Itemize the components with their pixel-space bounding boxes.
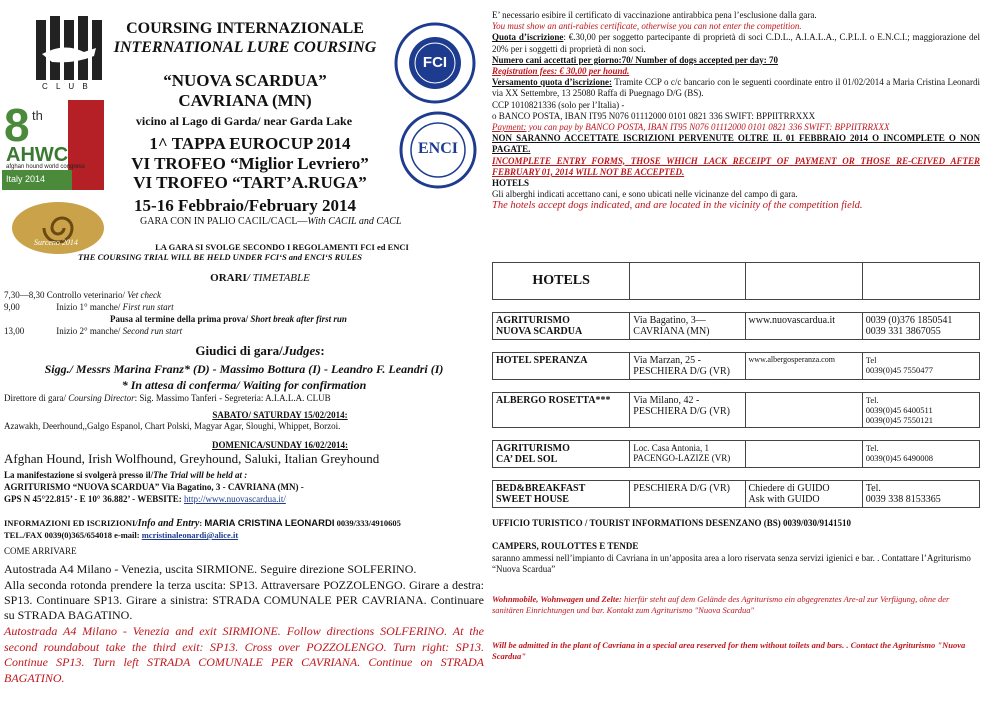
timetable-text: Controllo veterinario/ xyxy=(46,290,125,300)
table-row xyxy=(493,441,980,468)
right-col-info xyxy=(492,10,980,212)
rules-it: LA GARA SI SVOLGE SECONDO I REGOLAMENTI FCI ed ENCI xyxy=(155,242,409,252)
pause-it: Pausa al termine della prima prova/ xyxy=(110,314,249,324)
ahwc-subtitle: afghan hound world congress xyxy=(6,164,85,170)
ahwc-number: 8 xyxy=(4,99,30,151)
timetable-title-it: ORARI xyxy=(210,272,247,284)
coursing-director xyxy=(4,393,484,403)
event-dates: 15-16 Febbraio/February 2014 xyxy=(134,196,356,215)
hotels-table xyxy=(492,262,980,508)
timetable-text: Inizio 2° manche/ xyxy=(56,326,121,336)
venue-website-link[interactable]: http://www.nuovascardua.it/ xyxy=(183,494,286,504)
venue-line1 xyxy=(4,470,484,480)
ccp: CCP 1010821336 (solo per l’Italia) - xyxy=(492,99,625,110)
hotel-web xyxy=(745,441,862,468)
sunday-title: DOMENICA/SUNDAY 16/02/2014: xyxy=(211,440,349,450)
hotels-en: The hotels accept dogs indicated, and are located in the vicinity of the competition field. xyxy=(492,200,863,212)
table-gap xyxy=(493,300,980,313)
event-name: “NUOVA SCARDUA” xyxy=(163,71,327,90)
campers-title: CAMPERS, ROULOTTES E TENDE xyxy=(492,541,639,551)
cacil-en: With CACIL and CACL xyxy=(307,216,402,227)
event-near: vicino al Lago di Garda/ near Garda Lake xyxy=(135,114,353,128)
hotel-phone: 0039 (0)376 1850541 0039 331 3867055 xyxy=(862,313,979,340)
hotel-phone: Tel. 0039(0)45 6490008 xyxy=(862,441,979,468)
contact-name: MARIA CRISTINA LEONARDI xyxy=(204,518,335,529)
saturday-breeds: Azawakh, Deerhound,,Galgo Espanol, Chart Polski, Magyar Agar, Sloughi, Whippet, Borzoi. xyxy=(4,421,341,431)
deadline-en: INCOMPLETE ENTRY FORMS, THOSE WHICH LACK RECEIPT OF PAYMENT OR THOSE RE-CEIVED AFTER FEBRUARY 01, 2014 WILL NOT BE ACCEPTED. xyxy=(492,155,980,177)
hotel-web: www.albergosperanza.com xyxy=(745,353,862,380)
director-text: : Sig. Massimo Tanferi - Segreteria: A.I.A.L.A. CLUB xyxy=(134,393,331,403)
event-trofeo1: VI TROFEO “Miglior Levriero” xyxy=(131,154,369,173)
entry-fee-text: : €.30,00 per soggetto partecipante di proprietà di soci C.D.L., A.I.A.L.A., C.P.L.I. o E.N.C.I.; maggiorazione del 20% per i soggetti di proprietà di non soci. xyxy=(492,32,980,54)
ahwc-logo xyxy=(2,100,106,190)
fci-text: FCI xyxy=(422,54,448,71)
hotels-table-title: HOTELS xyxy=(493,263,630,300)
judges-title-it: Giudici di gara/ xyxy=(195,343,283,358)
aiala-club-text: C L U B xyxy=(42,82,91,91)
hotel-web: www.nuovascardua.it xyxy=(745,313,862,340)
hotel-address: Via Marzan, 25 - PESCHIERA D/G (VR) xyxy=(630,353,745,380)
hotel-address: PESCHIERA D/G (VR) xyxy=(630,481,745,508)
ahwc-th: th xyxy=(32,108,43,123)
bancoposta: o BANCO POSTA, IBAN IT95 N076 01112000 0101 0821 336 SWIFT: BPPIITRRXXX xyxy=(492,110,816,121)
entry-fee-label: Quota d’iscrizione xyxy=(492,32,564,43)
table-gap xyxy=(493,468,980,481)
director-label: Direttore di gara/ xyxy=(4,393,69,403)
hotel-address: Via Milano, 42 - PESCHIERA D/G (VR) xyxy=(630,393,745,428)
timetable-text-en: Vet check xyxy=(124,290,161,300)
event-trofeo2: VI TROFEO “TART’A.RUGA” xyxy=(133,173,367,192)
timetable-title-en: / TIMETABLE xyxy=(246,272,310,284)
hotel-phone: Tel. 0039(0)45 6400511 0039(0)45 7550121 xyxy=(862,393,979,428)
contact-colon: : xyxy=(199,518,205,528)
contact-label-en: Info and Entry xyxy=(137,518,200,529)
table-gap xyxy=(493,380,980,393)
table-cell xyxy=(862,263,979,300)
campers-en: Will be admitted in the plant of Cavriana in a special area reserved for them without toilets and bars. . Contact the Agriturismo "Nuova Scardua" xyxy=(492,640,966,661)
payment-it-text: Tramite CCP o c/c bancario con le seguenti coordinate entro il 01/02/2014 a Maria Cristina Leonardi via XX Settembre, 13 25080 Raffa di Puegnago D/G (BS). xyxy=(492,77,980,99)
entry-fee xyxy=(492,32,980,54)
deadline-it: NON SARANNO ACCETTATE ISCRIZIONI PERVENUTE OLTRE IL 01 FEBBRAIO 2014 O INCOMPLETE O NON PAGATE. xyxy=(492,133,980,155)
campers-it: saranno ammessi nell’impianto di Cavriana in un’apposita area a loro riservata senza servizi igienici e bar. . Contattare l’Agriturismo “Nuova Scardua” xyxy=(492,553,971,574)
judges-title xyxy=(110,343,410,359)
sunday-breeds: Afghan Hound, Irish Wolfhound, Greyhound, Saluki, Italian Greyhound xyxy=(4,451,380,466)
contact-email-link[interactable]: mcristinaleonardi@alice.it xyxy=(141,530,239,540)
tart-logo xyxy=(10,200,106,256)
contact-label: INFORMAZIONI ED ISCRIZIONI/ xyxy=(4,518,138,528)
enci-text: ENCI xyxy=(417,140,458,157)
table-row xyxy=(493,393,980,428)
hotels-it: Gli alberghi indicati accettano cani, e sono ubicati nelle vicinanze del campo di gara. xyxy=(492,189,798,200)
fci-logo xyxy=(394,22,476,104)
hotel-phone: Tel 0039(0)45 7550477 xyxy=(862,353,979,380)
table-cell xyxy=(745,263,862,300)
payment-en xyxy=(492,122,980,133)
registration-fees: Registration fees: € 30,00 per hound. xyxy=(492,66,630,77)
hotels-table-header xyxy=(493,263,980,300)
hotel-name: BED&BREAKFAST SWEET HOUSE xyxy=(493,481,630,508)
pause-en: Short break after first run xyxy=(248,314,347,324)
venue-line3 xyxy=(4,494,484,504)
table-row xyxy=(493,353,980,380)
venue-gps: GPS N 45°22.815’ - E 10° 36.882’ - WEBSITE: xyxy=(4,494,184,504)
timetable-text-en: Second run start xyxy=(120,326,183,336)
event-location: CAVRIANA (MN) xyxy=(178,91,312,110)
payment-it-label: Versamento quota d’iscrizione: xyxy=(492,77,613,88)
hotel-name: AGRITURISMO NUOVA SCARDUA xyxy=(493,313,630,340)
contact-line2 xyxy=(4,530,484,540)
aiala-logo xyxy=(34,14,106,98)
hotel-phone: Tel. 0039 338 8153365 xyxy=(862,481,979,508)
table-cell xyxy=(630,263,745,300)
saturday-title: SABATO/ SATURDAY 15/02/2014: xyxy=(212,410,348,420)
payment-en-text: you can pay by BANCO POSTA, IBAN IT95 N076 01112000 0101 0821 336 SWIFT: BPPIITRRXXX xyxy=(526,122,890,133)
vaccination-it: E’ necessario esibire il certificato di vaccinazione antirabbica pena l’esclusione dalla gara. xyxy=(492,10,817,20)
hotel-name: ALBERGO ROSETTA*** xyxy=(493,393,630,428)
hotel-name: HOTEL SPERANZA xyxy=(493,353,630,380)
vaccination-en: You must show an anti-rabies certificate, otherwise you can not enter the competition. xyxy=(492,21,802,32)
directions-en: Autostrada A4 Milano - Venezia and exit SIRMIONE. Follow directions SOLFERINO. At the second roundabout take the third exit: SP13. Cross over POZZOLENGO. Turn right: SP13. Continue SP13. Turn left STRADA COMUNALE PER CAVRIANA. Continue on STRADA BAGATINO. xyxy=(4,624,484,685)
campers-de-label: Wohnmobile, Wohnwagen und Zelte: xyxy=(492,594,622,604)
hotel-address: Via Bagatino, 3— CAVRIANA (MN) xyxy=(630,313,745,340)
timetable-row-1 xyxy=(4,290,444,300)
hotel-web xyxy=(745,393,862,428)
timetable-title xyxy=(160,272,360,284)
judges-title-colon: : xyxy=(320,343,325,358)
contact-fax: TEL./FAX 0039(0)365/654018 e-mail: xyxy=(4,530,142,540)
header-line2: INTERNATIONAL LURE COURSING xyxy=(113,39,377,56)
max-dogs: Numero cani accettati per giorno:70/ Number of dogs accepted per day: 70 xyxy=(492,54,779,65)
timetable-time: 13,00 xyxy=(4,326,25,336)
table-row xyxy=(493,313,980,340)
timetable-row-3 xyxy=(4,326,444,336)
timetable-text: Inizio 1° manche/ xyxy=(56,302,121,312)
contact-line1 xyxy=(4,518,484,529)
timetable-pause xyxy=(110,314,440,324)
venue-line2: AGRITURISMO “NUOVA SCARDUA” Via Bagatino, 3 - CAVRIANA (MN) - xyxy=(4,482,304,492)
table-row xyxy=(493,481,980,508)
ahwc-italy: Italy 2014 xyxy=(6,174,46,184)
hotel-name: AGRITURISMO CA’ DEL SOL xyxy=(493,441,630,468)
director-label-en: Coursing Director xyxy=(68,393,135,403)
rules-en: THE COURSING TRIAL WILL BE HELD UNDER FCI‘S and ENCI‘S RULES xyxy=(77,252,363,262)
hotels-label: HOTELS xyxy=(492,178,530,189)
table-gap xyxy=(493,340,980,353)
contact-phone: 0039/333/4910605 xyxy=(334,518,401,528)
payment-it xyxy=(492,77,980,99)
venue-it: La manifestazione si svolgerà presso il/ xyxy=(4,470,154,480)
payment-en-label: Payment: xyxy=(492,122,527,133)
table-gap xyxy=(493,428,980,441)
timetable-time: 9,00 xyxy=(4,302,20,312)
event-tappa: 1^ TAPPA EUROCUP 2014 xyxy=(149,134,351,153)
directions-it-1: Autostrada A4 Milano - Venezia, uscita SIRMIONE. Seguire direzione SOLFERINO. xyxy=(4,562,417,576)
judges-names: Sigg./ Messrs Marina Franz* (D) - Massimo Bottura (I) - Leandro F. Leandri (I) xyxy=(44,362,444,376)
cacil-it: GARA CON IN PALIO CACIL/CACL— xyxy=(140,216,308,227)
timetable-text-en: First run start xyxy=(120,302,174,312)
event-cacil xyxy=(140,216,430,227)
judges-confirm: * In attesa di conferma/ Waiting for confirmation xyxy=(121,378,367,392)
hotel-web: Chiedere di GUIDO Ask with GUIDO xyxy=(745,481,862,508)
directions-title: COME ARRIVARE xyxy=(4,546,77,556)
tourist-info: UFFICIO TURISTICO / TOURIST INFORMATIONS DESENZANO (BS) 0039/030/9141510 xyxy=(492,518,851,528)
directions-it-2: Alla seconda rotonda prendere la terza uscita: SP13. Attraversare POZZOLENGO. Girare a destra: SP13. Continuare SP13. Girare a sinistra: STRADA COMUNALE PER CAVRIANA. Continuare su STRADA BAGATINO. xyxy=(4,578,484,622)
campers-de xyxy=(492,594,980,616)
hotel-address: Loc. Casa Antonia, 1 PACENGO-LAZIZE (VR) xyxy=(630,441,745,468)
tart-text: Surceno 2014 xyxy=(34,238,78,247)
campers-de-text: hierfür steht auf dem Gelände des Agriturismo ein abgegrenztes Are-al zur Verfügung, ohne der sanitären Einrichtungen und bar. Kontakt zum Agriturismo "Nuova Scardua" xyxy=(492,594,950,615)
ahwc-name: AHWC xyxy=(6,144,69,166)
venue-en: The Trial will be held at : xyxy=(153,470,248,480)
enci-logo xyxy=(398,110,478,190)
timetable-time: 7,30—8,30 xyxy=(4,290,45,300)
judges-title-en: Judges xyxy=(282,343,321,358)
timetable-row-2 xyxy=(4,302,444,312)
header-line1: COURSING INTERNAZIONALE xyxy=(126,20,364,37)
